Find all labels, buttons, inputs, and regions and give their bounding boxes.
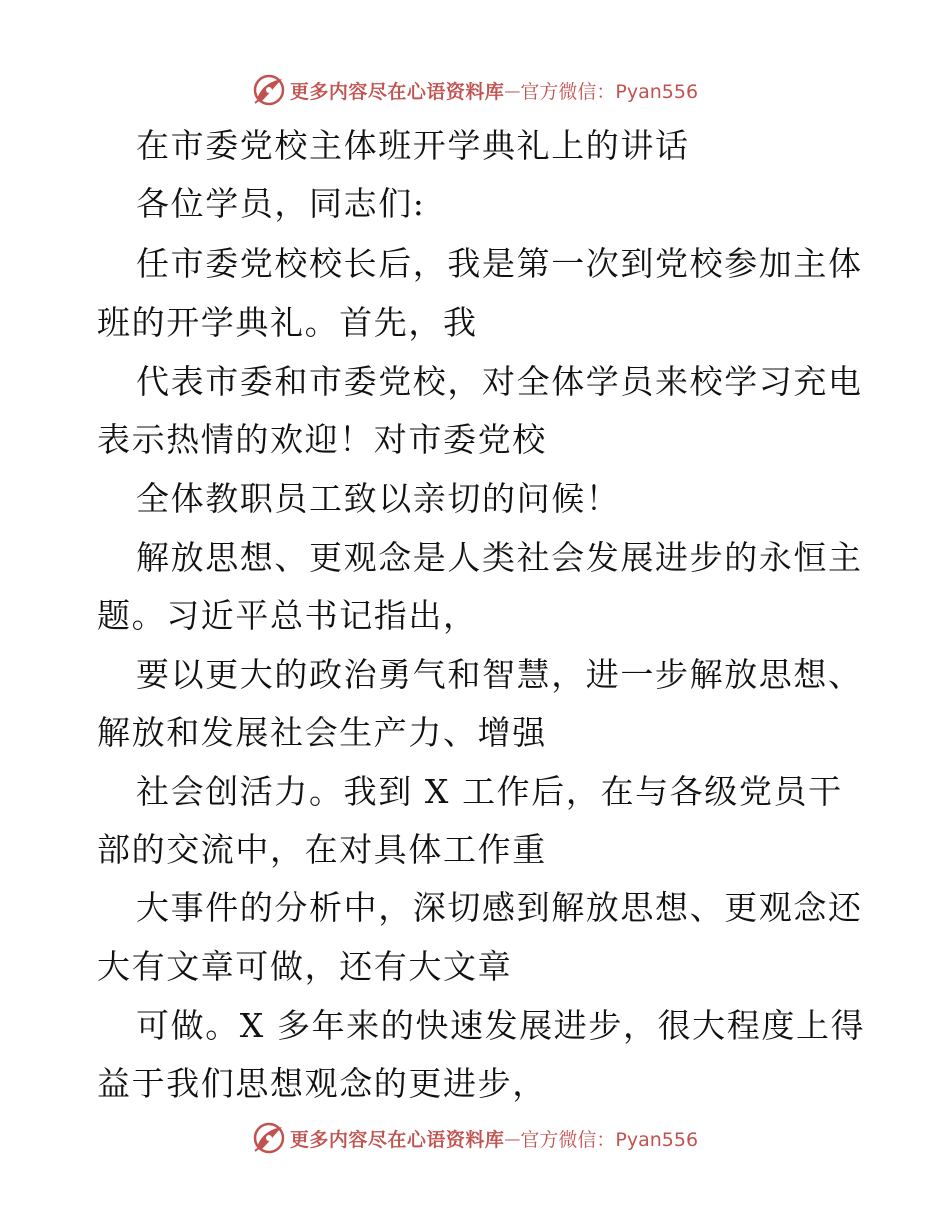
document-line: 社会创活力。我到 X 工作后，在与各级党员干	[136, 772, 843, 811]
footer-banner-content	[252, 1121, 698, 1155]
document-line: 部的交流中，在对具体工作重	[97, 830, 547, 869]
document-line: 要以更大的政治勇气和智慧，进一步解放思想、	[136, 655, 863, 694]
document-line: 表示热情的欢迎！对市委党校	[97, 420, 547, 459]
header-banner	[0, 70, 950, 110]
document-line: 各位学员，同志们:	[136, 184, 426, 223]
header-wechat-text: 官方微信：Pyan556	[520, 80, 699, 103]
pen-nib-logo-icon	[252, 73, 286, 107]
document-line: 大事件的分析中，深切感到解放思想、更观念还	[136, 888, 863, 927]
document-line: 可做。X 多年来的快速发展进步，很大程度上得	[136, 1006, 866, 1045]
document-line: 益于我们思想观念的更进步，	[97, 1064, 547, 1103]
document-line: 全体教职员工致以亲切的问候！	[136, 479, 621, 518]
header-separator: —	[504, 80, 521, 100]
footer-separator: —	[504, 1128, 521, 1148]
footer-banner	[0, 1118, 950, 1158]
document-line: 题。习近平总书记指出，	[97, 596, 478, 635]
document-line: 大有文章可做，还有大文章	[97, 947, 513, 986]
document-line: 代表市委和市委党校，对全体学员来校学习充电	[136, 362, 863, 401]
document-title: 在市委党校主体班开学典礼上的讲话	[136, 126, 690, 165]
header-brand-text: 更多内容尽在心语资料库	[289, 80, 505, 103]
pen-nib-logo-icon	[252, 1121, 286, 1155]
footer-brand-text: 更多内容尽在心语资料库	[289, 1128, 505, 1151]
document-line: 班的开学典礼。首先，我	[97, 303, 478, 342]
document-line: 解放和发展社会生产力、增强	[97, 713, 547, 752]
header-banner-content	[252, 73, 698, 107]
document-line: 任市委党校校长后，我是第一次到党校参加主体	[136, 244, 863, 283]
document-line: 解放思想、更观念是人类社会发展进步的永恒主	[136, 538, 863, 577]
footer-wechat-text: 官方微信：Pyan556	[520, 1128, 699, 1151]
